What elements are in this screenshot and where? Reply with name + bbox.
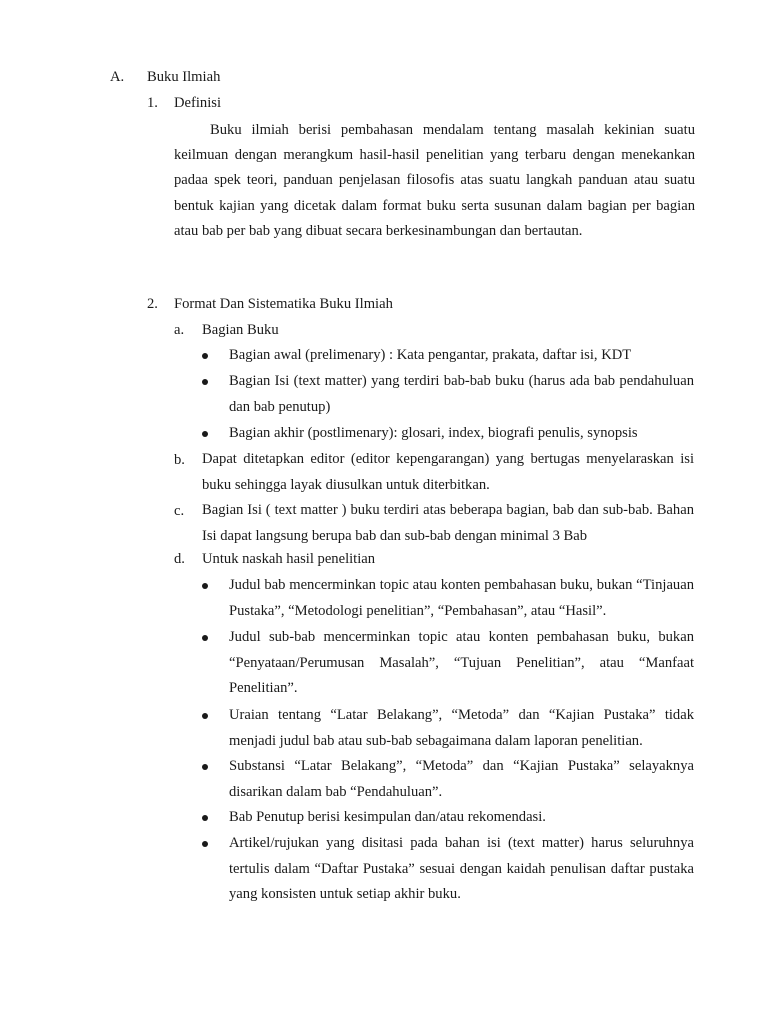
- subitem-marker-d: d.: [174, 551, 185, 567]
- section-title: Buku Ilmiah: [147, 69, 221, 85]
- bullet-icon: [202, 372, 212, 392]
- bullet-icon: [202, 808, 212, 828]
- list-item: Bagian Isi (text matter) yang terdiri bab-bab buku (harus ada bab pendahuluan dan bab penutup): [229, 373, 694, 415]
- list-item: Bagian akhir (postlimenary): glosari, index, biografi penulis, synopsis: [229, 425, 638, 441]
- bullet-icon: [202, 834, 212, 854]
- bullet-icon: [202, 757, 212, 777]
- list-item: Uraian tentang “Latar Belakang”, “Metoda” dan “Kajian Pustaka” tidak menjadi judul bab atau sub-bab sebagaimana dalam laporan penelitian.: [229, 707, 694, 749]
- subitem-text-a: Bagian Buku: [202, 322, 279, 338]
- item-marker-1: 1.: [147, 95, 158, 111]
- list-item: Bagian awal (prelimenary) : Kata pengantar, prakata, daftar isi, KDT: [229, 347, 632, 363]
- bullet-icon: [202, 628, 212, 648]
- list-item: Judul bab mencerminkan topic atau konten pembahasan buku, bukan “Tinjauan Pustaka”, “Metodologi penelitian”, “Pembahasan”, atau “Hasil”.: [229, 577, 694, 619]
- definition-paragraph-text: Buku ilmiah berisi pembahasan mendalam tentang masalah kekinian suatu keilmuan dengan merangkum hasil-hasil penelitian yang terbaru dengan menekankan padaa spek teori, panduan penjelasan filosofis atas suatu langkah panduan atau suatu bentuk kajian yang dicetak dalam format buku serta susunan dalam bagian per bagian atau bab per bab yang dibuat secara berkesinambungan dan bertautan.: [174, 122, 695, 239]
- list-item: Judul sub-bab mencerminkan topic atau konten pembahasan buku, bukan “Penyataan/Perumusan Masalah”, “Tujuan Penelitian”, atau “Manfaat Penelitian”.: [229, 629, 694, 696]
- subitem-marker-c: c.: [174, 503, 185, 519]
- list-item: Artikel/rujukan yang disitasi pada bahan isi (text matter) harus seluruhnya tertulis dalam “Daftar Pustaka” sesuai dengan kaidah penulisan daftar pustaka yang konsisten untuk setiap akhir buku.: [229, 835, 694, 902]
- bullet-icon: [202, 706, 212, 726]
- bullet-icon: [202, 346, 212, 366]
- subitem-marker-b: b.: [174, 452, 185, 468]
- subitem-text-c: Bagian Isi ( text matter ) buku terdiri atas beberapa bagian, bab dan sub-bab. Bahan Isi dapat langsung berupa bab dan sub-bab dengan minimal 3 Bab: [202, 502, 694, 544]
- section-marker: A.: [110, 69, 125, 85]
- list-item: Bab Penutup berisi kesimpulan dan/atau rekomendasi.: [229, 809, 546, 825]
- bullet-icon: [202, 424, 212, 444]
- item-marker-2: 2.: [147, 296, 158, 312]
- subitem-marker-a: a.: [174, 322, 185, 338]
- bullet-icon: [202, 576, 212, 596]
- list-item: Substansi “Latar Belakang”, “Metoda” dan “Kajian Pustaka” selayaknya disarikan dalam bab “Pendahuluan”.: [229, 758, 694, 800]
- item-title-format: Format Dan Sistematika Buku Ilmiah: [174, 296, 393, 312]
- definition-paragraph: [174, 118, 695, 244]
- subitem-text-d: Untuk naskah hasil penelitian: [202, 551, 376, 567]
- subitem-text-b: Dapat ditetapkan editor (editor kepengarangan) yang bertugas menyelaraskan isi buku sehingga layak diusulkan untuk diterbitkan.: [202, 451, 694, 493]
- item-title-definisi: Definisi: [174, 95, 222, 111]
